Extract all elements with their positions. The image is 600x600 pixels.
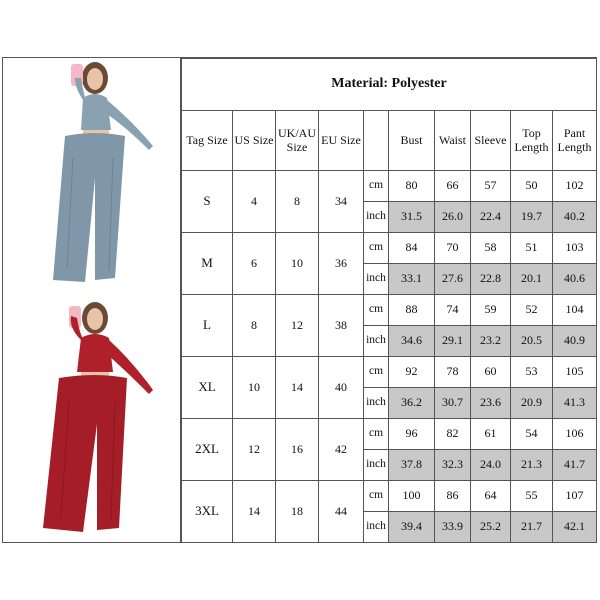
product-photo-panel	[3, 58, 181, 542]
material-title: Material: Polyester	[182, 59, 597, 111]
size-row-cm	[182, 357, 597, 388]
product-photos	[3, 58, 179, 542]
inch-bust-cell: 37.8	[389, 450, 435, 481]
inch-sleeve-cell: 25.2	[471, 512, 511, 543]
cm-waist-cell: 74	[435, 295, 471, 326]
cm-waist-cell: 70	[435, 233, 471, 264]
uk-au-size-cell: 12	[276, 295, 319, 357]
tag-size-cell: 3XL	[182, 481, 233, 543]
eu-size-cell: 38	[319, 295, 364, 357]
inch-bust-cell: 34.6	[389, 326, 435, 357]
red-outfit-photo	[43, 302, 153, 532]
inch-sleeve-cell: 22.8	[471, 264, 511, 295]
eu-size-cell: 40	[319, 357, 364, 419]
cm-top-cell: 52	[511, 295, 553, 326]
uk-au-size-cell: 16	[276, 419, 319, 481]
size-row-cm	[182, 171, 597, 202]
us-size-cell: 4	[233, 171, 276, 233]
inch-waist-cell: 33.9	[435, 512, 471, 543]
header-us-size: US Size	[233, 111, 276, 171]
inch-bust-cell: 36.2	[389, 388, 435, 419]
cm-sleeve-cell: 60	[471, 357, 511, 388]
inch-sleeve-cell: 23.6	[471, 388, 511, 419]
inch-sleeve-cell: 23.2	[471, 326, 511, 357]
cm-pant-cell: 107	[553, 481, 597, 512]
cm-top-cell: 50	[511, 171, 553, 202]
cm-top-cell: 53	[511, 357, 553, 388]
inch-sleeve-cell: 24.0	[471, 450, 511, 481]
cm-top-cell: 55	[511, 481, 553, 512]
inch-pant-cell: 41.3	[553, 388, 597, 419]
cm-sleeve-cell: 61	[471, 419, 511, 450]
inch-pant-cell: 42.1	[553, 512, 597, 543]
uk-au-size-cell: 18	[276, 481, 319, 543]
unit-cm-label: cm	[364, 171, 389, 202]
inch-bust-cell: 31.5	[389, 202, 435, 233]
size-row-cm	[182, 481, 597, 512]
inch-pant-cell: 40.9	[553, 326, 597, 357]
inch-top-cell: 20.1	[511, 264, 553, 295]
inch-top-cell: 21.3	[511, 450, 553, 481]
tag-size-cell: M	[182, 233, 233, 295]
header-unit-blank	[364, 111, 389, 171]
header-tag-size: Tag Size	[182, 111, 233, 171]
unit-inch-label: inch	[364, 264, 389, 295]
unit-inch-label: inch	[364, 202, 389, 233]
inch-bust-cell: 39.4	[389, 512, 435, 543]
cm-pant-cell: 104	[553, 295, 597, 326]
inch-pant-cell: 40.6	[553, 264, 597, 295]
cm-sleeve-cell: 57	[471, 171, 511, 202]
tag-size-cell: S	[182, 171, 233, 233]
header-uk-au-size: UK/AU Size	[276, 111, 319, 171]
uk-au-size-cell: 8	[276, 171, 319, 233]
cm-pant-cell: 103	[553, 233, 597, 264]
size-row-cm	[182, 233, 597, 264]
size-chart	[2, 57, 597, 543]
cm-bust-cell: 100	[389, 481, 435, 512]
header-bust: Bust	[389, 111, 435, 171]
unit-cm-label: cm	[364, 419, 389, 450]
cm-top-cell: 51	[511, 233, 553, 264]
inch-waist-cell: 26.0	[435, 202, 471, 233]
tag-size-cell: 2XL	[182, 419, 233, 481]
cm-top-cell: 54	[511, 419, 553, 450]
blue-outfit-photo	[53, 62, 153, 282]
inch-bust-cell: 33.1	[389, 264, 435, 295]
unit-cm-label: cm	[364, 233, 389, 264]
header-sleeve: Sleeve	[471, 111, 511, 171]
uk-au-size-cell: 10	[276, 233, 319, 295]
cm-bust-cell: 84	[389, 233, 435, 264]
header-waist: Waist	[435, 111, 471, 171]
inch-top-cell: 20.5	[511, 326, 553, 357]
inch-waist-cell: 27.6	[435, 264, 471, 295]
us-size-cell: 10	[233, 357, 276, 419]
cm-pant-cell: 105	[553, 357, 597, 388]
unit-inch-label: inch	[364, 326, 389, 357]
tag-size-cell: L	[182, 295, 233, 357]
eu-size-cell: 34	[319, 171, 364, 233]
inch-waist-cell: 32.3	[435, 450, 471, 481]
unit-inch-label: inch	[364, 512, 389, 543]
size-table	[181, 58, 597, 543]
size-row-cm	[182, 295, 597, 326]
header-top-length: Top Length	[511, 111, 553, 171]
inch-waist-cell: 29.1	[435, 326, 471, 357]
cm-sleeve-cell: 64	[471, 481, 511, 512]
header-eu-size: EU Size	[319, 111, 364, 171]
inch-waist-cell: 30.7	[435, 388, 471, 419]
unit-cm-label: cm	[364, 295, 389, 326]
unit-inch-label: inch	[364, 388, 389, 419]
cm-pant-cell: 102	[553, 171, 597, 202]
inch-top-cell: 20.9	[511, 388, 553, 419]
cm-sleeve-cell: 58	[471, 233, 511, 264]
cm-bust-cell: 88	[389, 295, 435, 326]
eu-size-cell: 42	[319, 419, 364, 481]
us-size-cell: 14	[233, 481, 276, 543]
us-size-cell: 6	[233, 233, 276, 295]
inch-sleeve-cell: 22.4	[471, 202, 511, 233]
inch-pant-cell: 40.2	[553, 202, 597, 233]
inch-top-cell: 19.7	[511, 202, 553, 233]
cm-waist-cell: 86	[435, 481, 471, 512]
unit-cm-label: cm	[364, 481, 389, 512]
us-size-cell: 8	[233, 295, 276, 357]
us-size-cell: 12	[233, 419, 276, 481]
inch-top-cell: 21.7	[511, 512, 553, 543]
cm-waist-cell: 82	[435, 419, 471, 450]
unit-cm-label: cm	[364, 357, 389, 388]
size-row-cm	[182, 419, 597, 450]
cm-pant-cell: 106	[553, 419, 597, 450]
cm-waist-cell: 66	[435, 171, 471, 202]
uk-au-size-cell: 14	[276, 357, 319, 419]
cm-bust-cell: 92	[389, 357, 435, 388]
tag-size-cell: XL	[182, 357, 233, 419]
inch-pant-cell: 41.7	[553, 450, 597, 481]
eu-size-cell: 36	[319, 233, 364, 295]
cm-sleeve-cell: 59	[471, 295, 511, 326]
cm-bust-cell: 96	[389, 419, 435, 450]
header-pant-length: Pant Length	[553, 111, 597, 171]
cm-bust-cell: 80	[389, 171, 435, 202]
cm-waist-cell: 78	[435, 357, 471, 388]
unit-inch-label: inch	[364, 450, 389, 481]
eu-size-cell: 44	[319, 481, 364, 543]
